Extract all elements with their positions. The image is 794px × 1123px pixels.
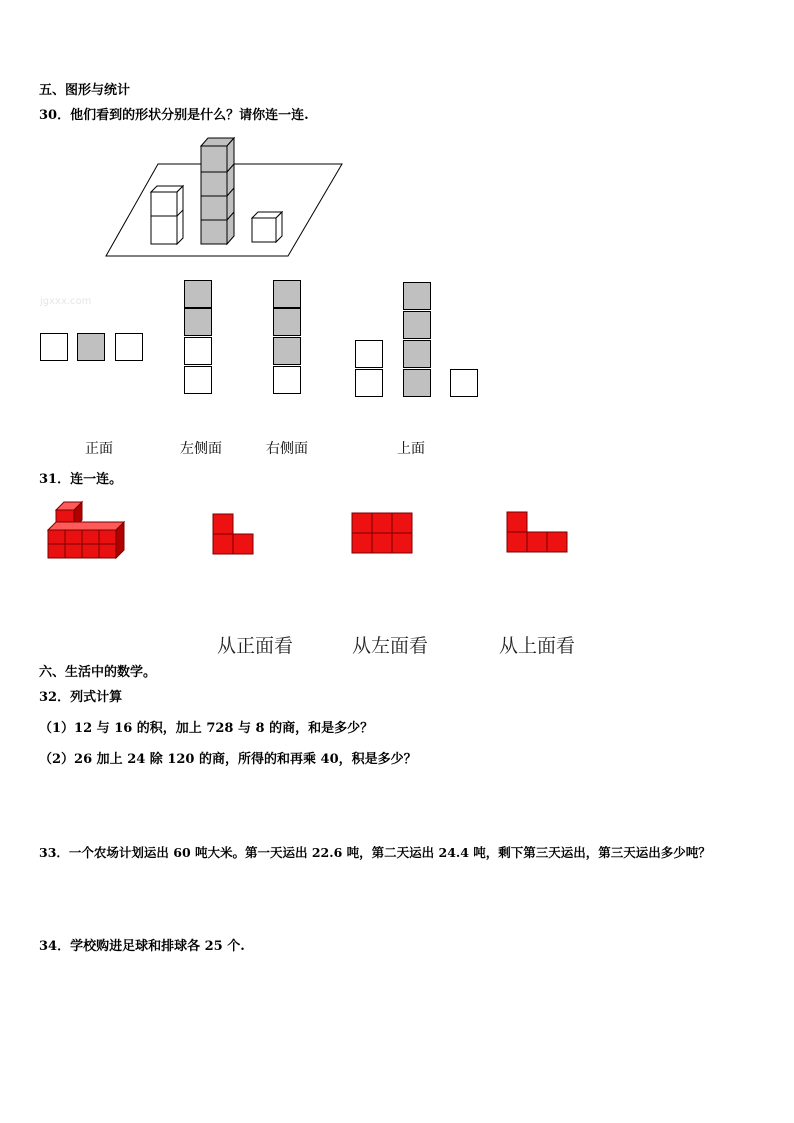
question-33-text: 33．一个农场计划运出 60 吨大米。第一天运出 22.6 吨，第二天运出 24.4 吨，剩下第三天运出，第三天运出多少吨？ <box>39 845 711 860</box>
square-gray <box>184 280 212 308</box>
label-right-side: 右侧面 <box>266 441 308 457</box>
section-5-title: 五、图形与统计 <box>39 83 131 98</box>
square-white <box>273 366 301 394</box>
cube-scene-illustration <box>100 134 360 264</box>
question-34-text: 34．学校购进足球和排球各 25 个. <box>39 939 245 954</box>
watermark: jgxxx.com <box>40 296 92 307</box>
question-32-item-2: （2）26 加上 24 除 120 的商，所得的和再乘 40，积是多少？ <box>39 752 417 767</box>
question-31-text: 31．连一连。 <box>39 472 123 487</box>
label-from-front: 从正面看 <box>217 635 294 657</box>
square-white <box>450 369 478 397</box>
label-left-side: 左侧面 <box>180 441 222 457</box>
square-white <box>40 333 68 361</box>
red-view-l-small[interactable] <box>212 513 254 555</box>
square-white <box>115 333 143 361</box>
square-gray <box>403 369 431 397</box>
square-gray <box>273 308 301 336</box>
section-6-title: 六、生活中的数学。 <box>39 665 157 680</box>
label-top: 上面 <box>397 441 425 457</box>
red-view-l-long[interactable] <box>506 511 568 553</box>
square-white <box>184 337 212 365</box>
label-front: 正面 <box>85 441 113 457</box>
label-from-top: 从上面看 <box>499 635 576 657</box>
square-white <box>184 366 212 394</box>
red-block-3d-illustration <box>44 500 134 564</box>
question-32-item-1: （1）12 与 16 的积，加上 728 与 8 的商，和是多少？ <box>39 721 374 736</box>
square-gray <box>77 333 105 361</box>
square-gray <box>273 337 301 365</box>
red-view-rectangle[interactable] <box>351 512 413 554</box>
square-gray <box>184 308 212 336</box>
square-gray <box>273 280 301 308</box>
square-gray <box>403 311 431 339</box>
label-from-left: 从左面看 <box>352 635 429 657</box>
square-gray <box>403 282 431 310</box>
square-white <box>355 369 383 397</box>
question-30-text: 30．他们看到的形状分别是什么？请你连一连. <box>39 108 309 123</box>
square-white <box>355 340 383 368</box>
square-gray <box>403 340 431 368</box>
question-32-text: 32．列式计算 <box>39 690 123 705</box>
